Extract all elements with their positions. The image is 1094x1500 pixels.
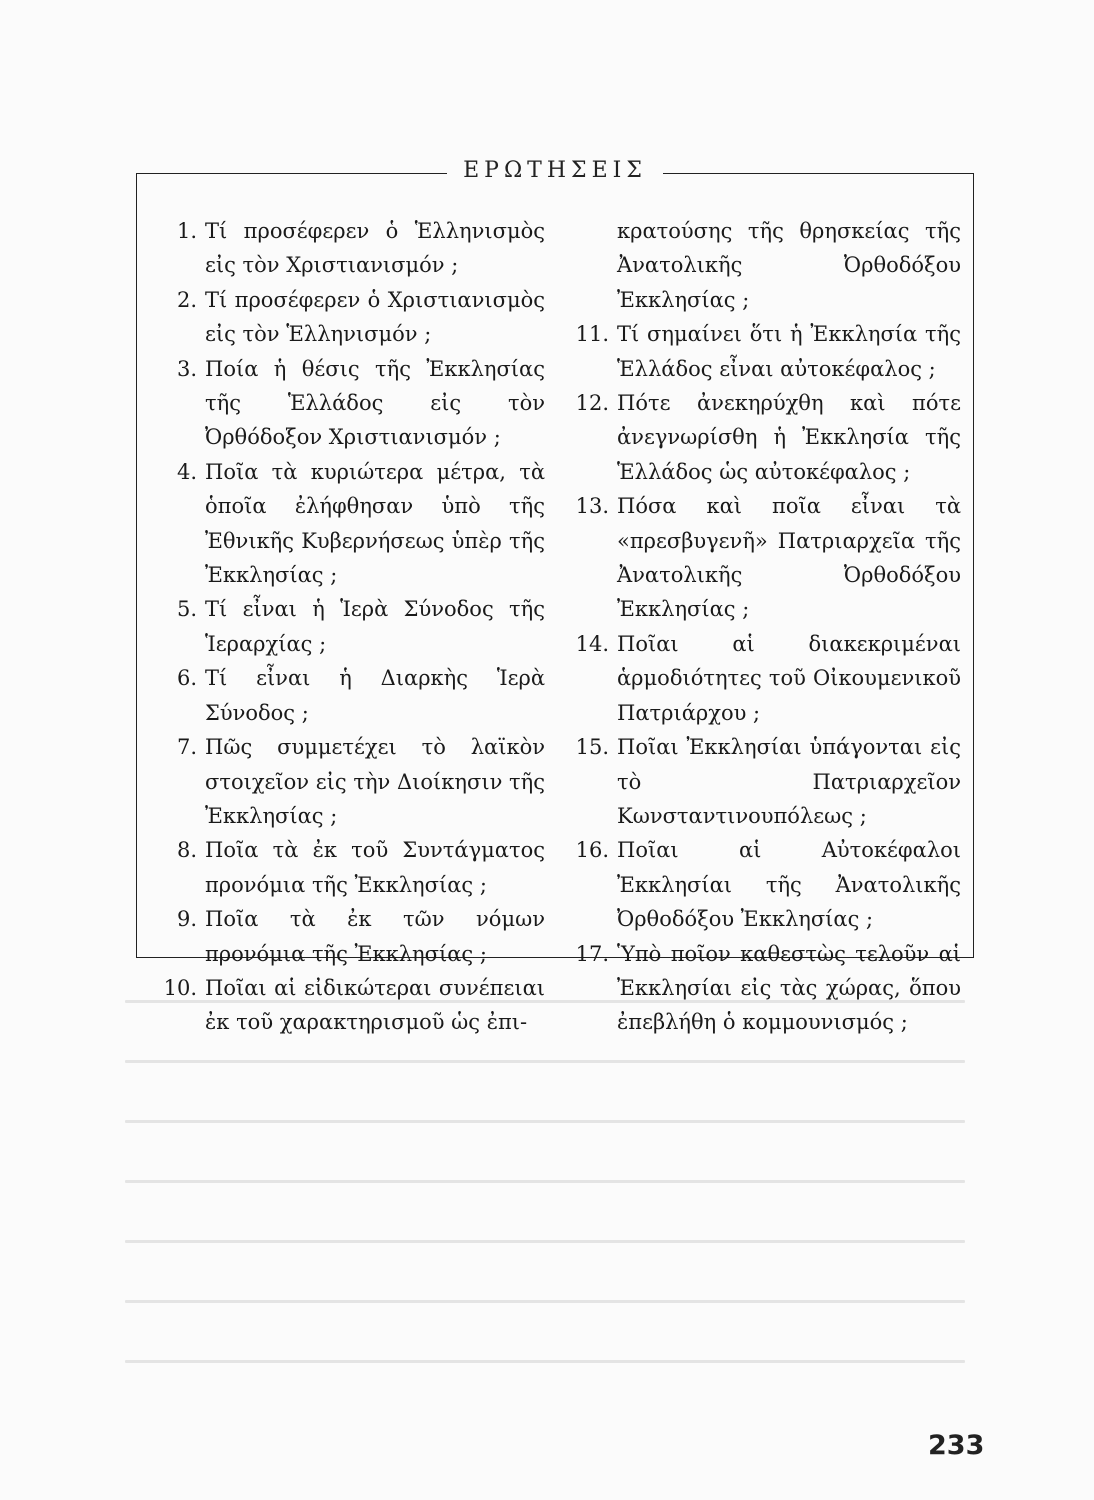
bleed-through-line <box>125 1180 965 1183</box>
question-text: Ποῖαι αἱ εἰδικώτεραι συνέπειαι ἐκ τοῦ χαρακτηρισμοῦ ὡς ἐπι- <box>205 975 545 1035</box>
question-number: 6. <box>176 666 197 691</box>
question-item <box>159 455 545 593</box>
question-item <box>159 833 545 902</box>
question-text: Ποῖαι Ἐκκλησίαι ὑπάγονται εἰς τὸ Πατριαρχεῖον Κωνσταντινουπόλεως ; <box>617 735 961 828</box>
question-item <box>571 386 961 489</box>
question-text: Ποῖα τὰ ἐκ τοῦ Συντάγματος προνόμια τῆς Ἐκκλησίας ; <box>205 838 545 897</box>
question-text: Ποῖα τὰ ἐκ τῶν νόμων προνόμια τῆς Ἐκκλησίας ; <box>205 907 545 966</box>
question-number: 11. <box>575 322 609 347</box>
questions-heading: ΕΡΩΤΗΣΕΙΣ <box>137 158 973 183</box>
question-number: 12. <box>575 391 609 416</box>
question-text: Ποία ἡ θέσις τῆς Ἐκκλησίας τῆς Ἑλλάδος εἰς τὸν Ὀρθόδοξον Χριστιανισμόν ; <box>205 356 545 450</box>
question-continuation <box>571 214 961 317</box>
question-item <box>159 592 545 661</box>
bleed-through-line <box>125 1060 965 1063</box>
question-text: Τί προσέφερεν ὁ Χριστιανισμὸς εἰς τὸν Ἑλληνισμόν ; <box>205 287 545 347</box>
question-item <box>571 833 961 936</box>
question-text: Πῶς συμμετέχει τὸ λαϊκὸν στοιχεῖον εἰς τὴν Διοίκησιν τῆς Ἐκκλησίας ; <box>205 735 545 828</box>
questions-box <box>136 158 974 1035</box>
question-number: 8. <box>176 838 197 863</box>
question-item <box>159 730 545 833</box>
question-item <box>159 352 545 455</box>
question-text: Τί εἶναι ἡ Ἱερὰ Σύνοδος τῆς Ἱεραρχίας ; <box>205 597 545 656</box>
page-number: 233 <box>928 1430 985 1461</box>
question-item <box>571 730 961 833</box>
bleed-through-line <box>125 1120 965 1123</box>
question-number: 5. <box>176 597 197 622</box>
question-item <box>159 902 545 971</box>
question-text: Πότε ἀνεκηρύχθη καὶ πότε ἀνεγνωρίσθη ἡ Ἐκκλησία τῆς Ἑλλάδος ὡς αὐτοκέφαλος ; <box>617 391 961 484</box>
question-item <box>159 661 545 730</box>
question-text: Ὑπὸ ποῖον καθεστὼς τελοῦν αἱ Ἐκκλησίαι εἰς τὰς χώρας, ὅπου ἐπεβλήθη ὁ κομμουνισμός ; <box>617 941 961 1035</box>
question-text: Ποῖαι αἱ Αὐτοκέφαλοι Ἐκκλησίαι τῆς Ἀνατολικῆς Ὀρθοδόξου Ἐκκλησίας ; <box>617 838 961 932</box>
question-number: 16. <box>575 838 609 863</box>
question-number: 9. <box>176 907 197 932</box>
question-number: 10. <box>163 975 197 1000</box>
question-item <box>159 283 545 352</box>
question-number: 14. <box>575 631 609 656</box>
question-number: 1. <box>176 219 197 243</box>
question-number: 7. <box>176 735 197 760</box>
question-item <box>571 937 961 1040</box>
question-number: 15. <box>575 735 609 760</box>
right-column <box>571 214 961 1040</box>
question-number: 3. <box>176 356 197 381</box>
question-number: 17. <box>575 941 609 966</box>
question-text: Πόσα καὶ ποῖα εἶναι τὰ «πρεσβυγενῆ» Πατριαρχεῖα τῆς Ἀνατολικῆς Ὀρθοδόξου Ἐκκλησίας ; <box>617 494 961 622</box>
question-text: Ποῖαι αἱ διακεκριμέναι ἁρμοδιότητες τοῦ Οἰκουμενικοῦ Πατριάρχου ; <box>617 631 961 725</box>
question-text: Ποῖα τὰ κυριώτερα μέτρα, τὰ ὁποῖα ἐλήφθησαν ὑπὸ τῆς Ἐθνικῆς Κυβερνήσεως ὑπὲρ τῆς Ἐκκλησίας ; <box>205 459 545 588</box>
question-item <box>159 971 545 1040</box>
question-item <box>159 214 545 283</box>
question-number: 2. <box>176 287 197 312</box>
bleed-through-line <box>125 1240 965 1243</box>
question-text: Τί σημαίνει ὅτι ἡ Ἐκκλησία τῆς Ἑλλάδος εἶναι αὐτοκέφαλος ; <box>617 322 961 381</box>
question-text: Τί εἶναι ἡ Διαρκὴς Ἱερὰ Σύνοδος ; <box>205 666 545 725</box>
question-item <box>571 489 961 627</box>
left-column <box>159 214 545 1040</box>
question-text: Τί προσέφερεν ὁ Ἑλληνισμὸς εἰς τὸν Χριστιανισμόν ; <box>205 219 545 278</box>
question-item <box>571 317 961 386</box>
question-text: κρατούσης τῆς θρησκείας τῆς Ἀνατολικῆς Ὀρθοδόξου Ἐκκλησίας ; <box>617 219 961 312</box>
question-number: 4. <box>176 459 197 484</box>
question-item <box>571 627 961 730</box>
bleed-through-line <box>125 1360 965 1363</box>
bleed-through-line <box>125 1300 965 1303</box>
question-number: 13. <box>575 494 609 519</box>
